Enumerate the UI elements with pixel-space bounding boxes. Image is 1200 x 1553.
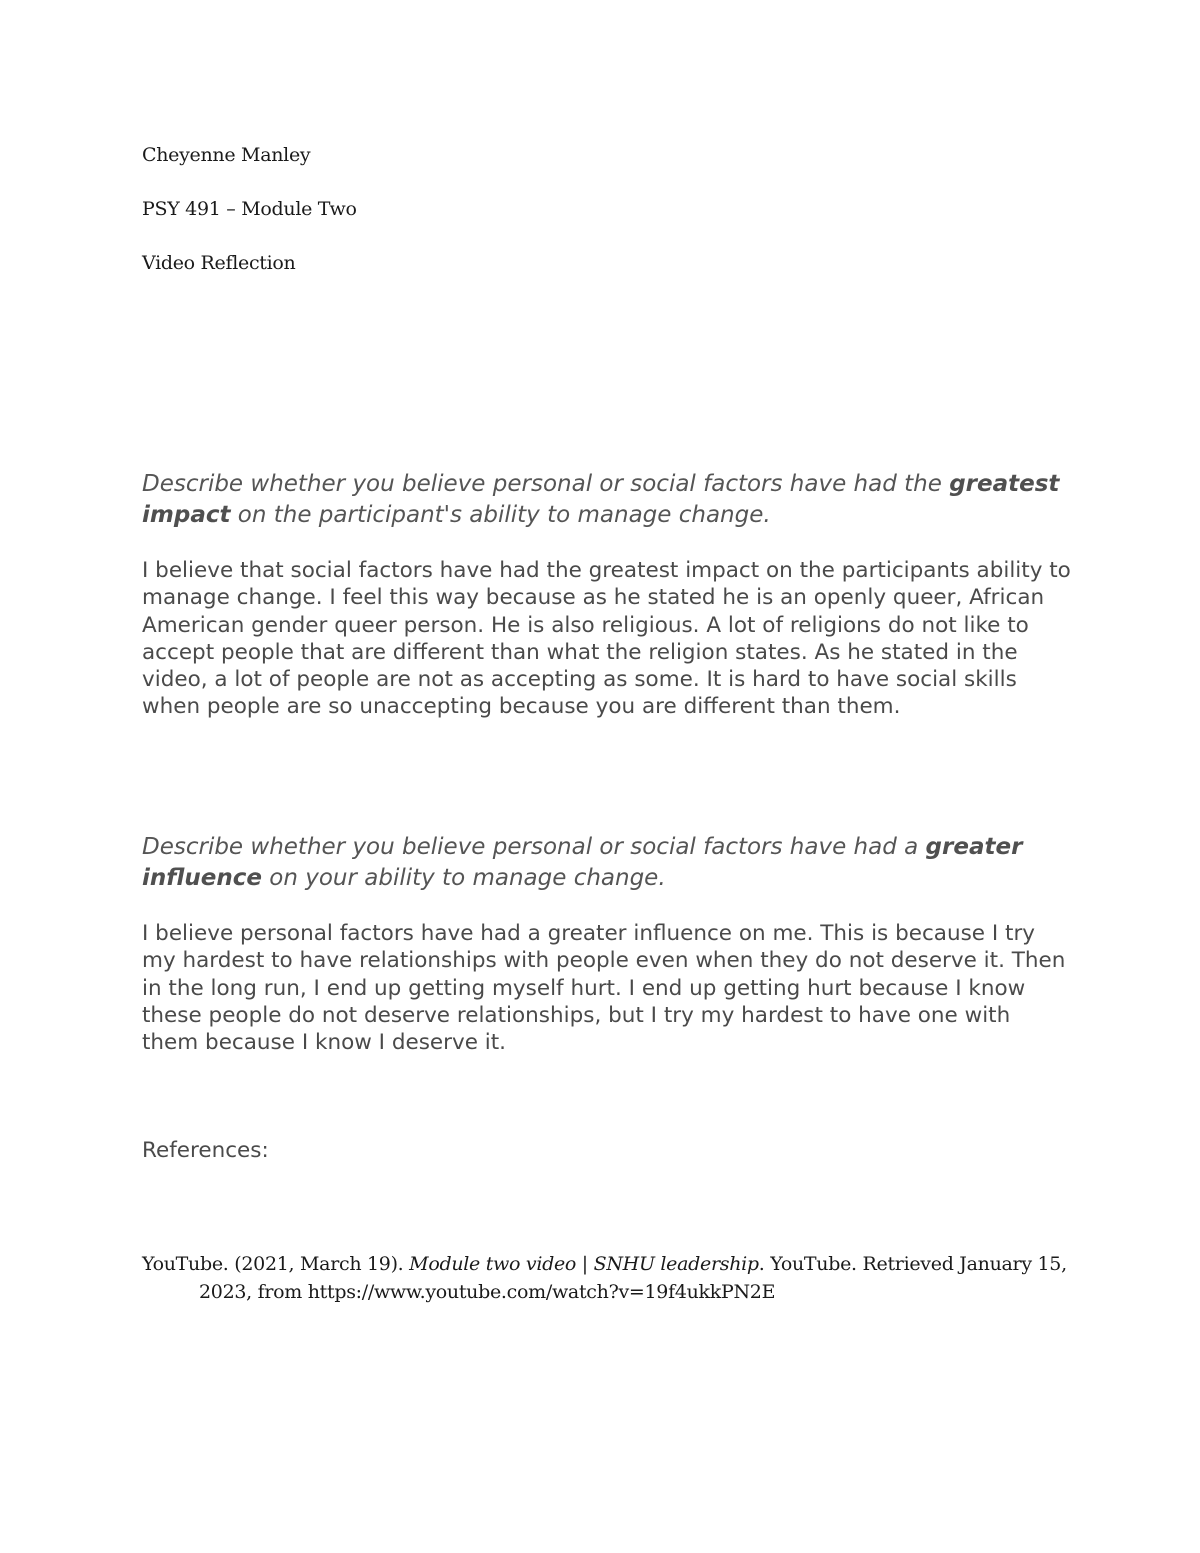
answer-one: I believe that social factors have had the greatest impact on the participants ability to manage change. I feel this way because as he stated he is an openly queer, African American gender queer person. He is also religious. A lot of religions do not like to accept people that are different than what the religion states. As he stated in the video, a lot of people are not as accepting as some. It is hard to have social skills when people are so unaccepting because you are different than them.: [142, 558, 1071, 720]
reference-citation: [142, 1250, 1119, 1306]
question-two: [142, 832, 1082, 894]
question-one-text-end: on the participant's ability to manage change.: [230, 502, 771, 528]
references-heading: References:: [142, 1138, 269, 1163]
course-title: PSY 491 – Module Two: [142, 198, 357, 220]
answer-two: I believe personal factors have had a greater influence on me. This is because I try my hardest to have relationships with people even when they do not deserve it. Then in the long run, I end up getting myself hurt. I end up getting hurt because I know these people do not deserve relationships, but I try my hardest to have one with them because I know I deserve it.: [142, 921, 1066, 1056]
author-name: Cheyenne Manley: [142, 144, 311, 166]
question-two-text-start: Describe whether you believe personal or social factors have had a: [142, 834, 926, 860]
question-one-emphasis: greatest impact: [142, 471, 1060, 528]
question-two-emphasis: greater influence: [142, 834, 1023, 891]
citation-title: Module two video | SNHU leadership: [409, 1253, 759, 1275]
question-one: [142, 469, 1082, 531]
citation-tail: . YouTube. Retrieved January 15, 2023, from https://www.youtube.com/watch?v=19f4ukkPN2E: [199, 1253, 1067, 1303]
question-two-text-end: on your ability to manage change.: [261, 865, 666, 891]
question-one-text-start: Describe whether you believe personal or social factors have had the: [142, 471, 950, 497]
citation-lead: YouTube. (2021, March 19).: [142, 1253, 410, 1275]
assignment-title: Video Reflection: [142, 252, 296, 274]
